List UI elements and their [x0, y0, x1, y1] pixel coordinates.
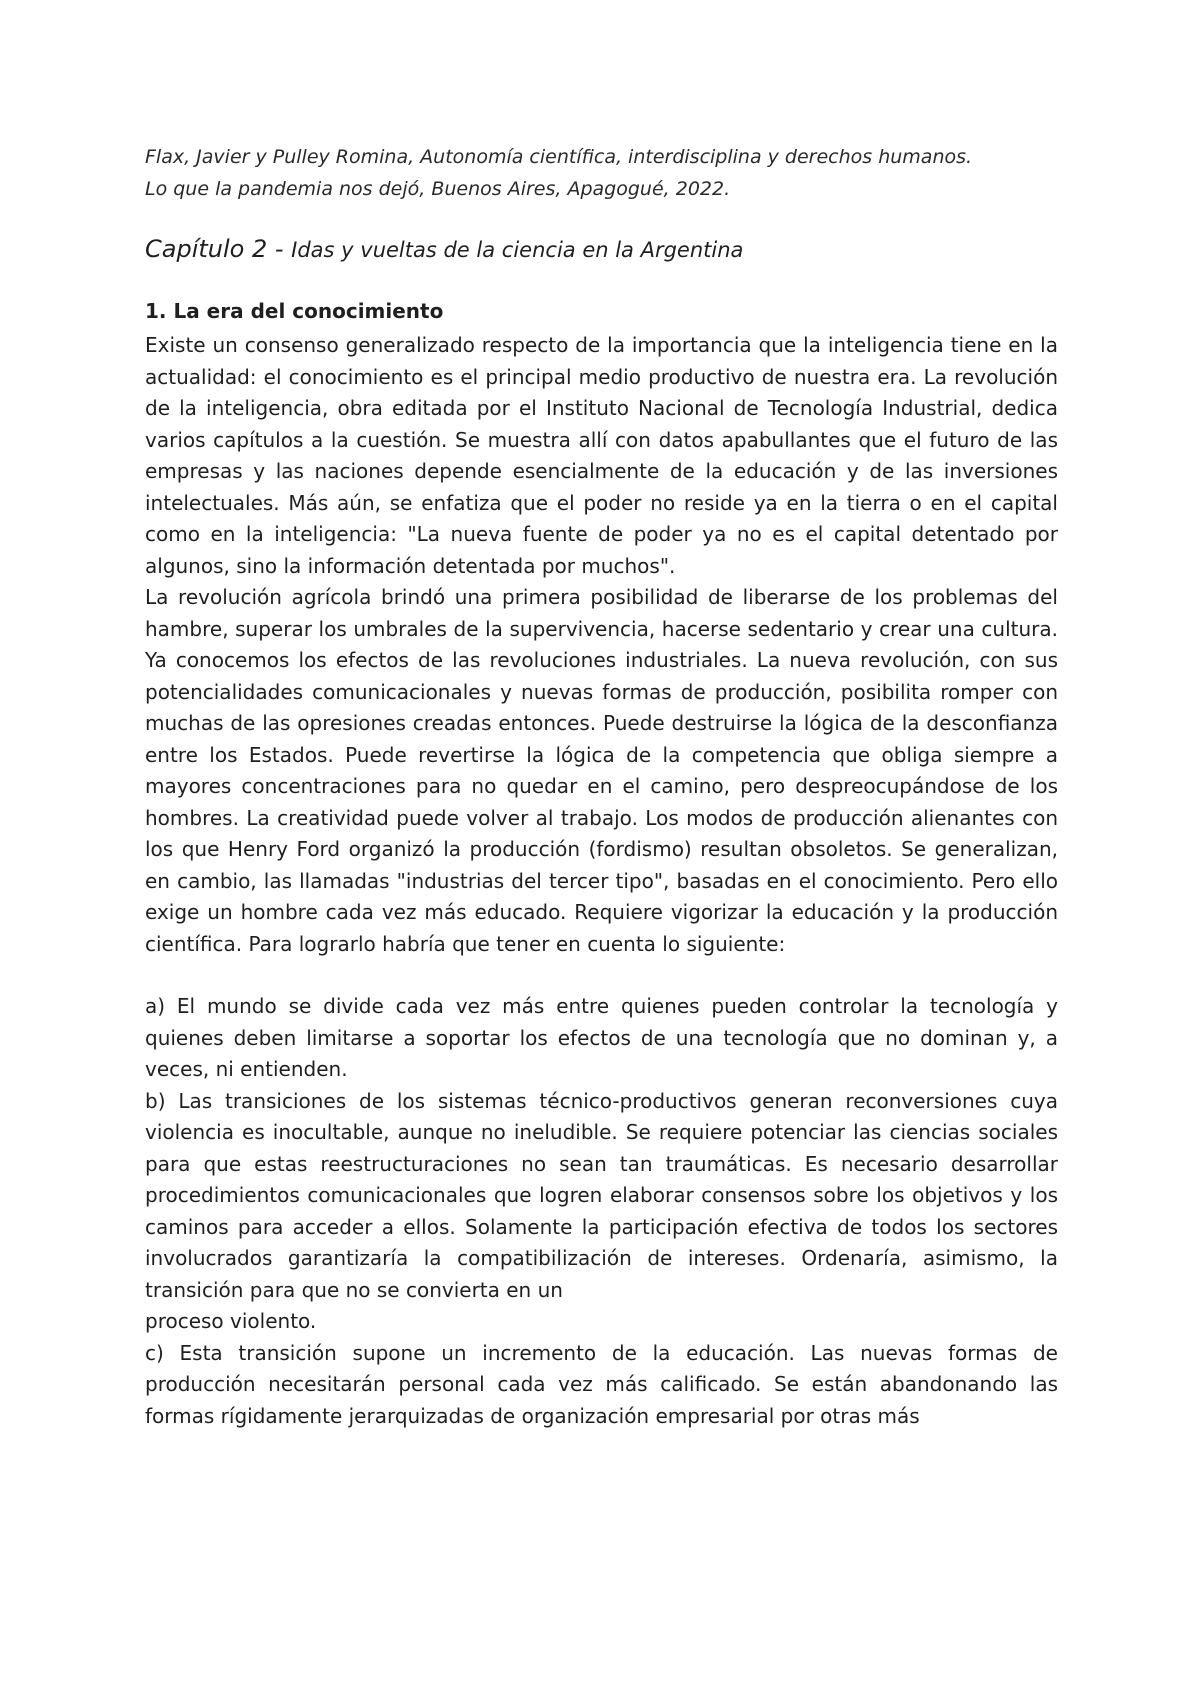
paragraph-1: Existe un consenso generalizado respecto de la importancia que la inteligencia tiene en la actualidad: el conocimiento es el principal medio productivo de nuestra era. La revolución de la inteligencia, obra editada por el Instituto Nacional de Tecnología Industrial, dedica varios capítulos a la cuestión. Se muestra allí con datos apabullantes que el futuro de las empresas y las naciones depende esencialmente de la educación y de las inversiones intelectuales. Más aún, se enfatiza que el poder no reside ya en la tierra o en el capital como en la inteligencia: "La nueva fuente de poder ya no es el capital detentado por algunos, sino la información detentada por muchos". [145, 333, 1058, 578]
chapter-title [145, 232, 1058, 267]
chapter-label: Capítulo 2 - [145, 235, 292, 263]
citation-line-1: Flax, Javier y Pulley Romina, Autonomía científica, interdisciplina y derechos humanos. [145, 146, 973, 168]
paragraph-2: La revolución agrícola brindó una primera posibilidad de liberarse de los problemas del hambre, superar los umbrales de la supervivencia, hacerse sedentario y crear una cultura. Ya conocemos los efectos de las revoluciones industriales. La nueva revolución, con sus potencialidades comunicacionales y nuevas formas de producción, posibilita romper con muchas de las opresiones creadas entonces. Puede destruirse la lógica de la desconfianza entre los Estados. Puede revertirse la lógica de la competencia que obliga siempre a mayores concentraciones para no quedar en el camino, pero despreocupándose de los hombres. La creatividad puede volver al trabajo. Los modos de producción alienantes con los que Henry Ford organizó la producción (fordismo) resultan obsoletos. Se generalizan, en cambio, las llamadas "industrias del tercer tipo", basadas en el conocimiento. Pero ello exige un hombre cada vez más educado. Requiere vigorizar la educación y la producción científica. Para lograrlo habría que tener en cuenta lo siguiente: [145, 585, 1058, 956]
section-title: 1. La era del conocimiento [145, 299, 444, 323]
citation [145, 141, 1058, 205]
list-item-a: a) El mundo se divide cada vez más entre quienes pueden controlar la tecnología y quienes deben limitarse a soportar los efectos de una tecnología que no dominan y, a veces, ni entienden. [145, 994, 1058, 1081]
list-item-b: b) Las transiciones de los sistemas técnico-productivos generan reconversiones cuya violencia es inocultable, aunque no ineludible. Se requiere potenciar las ciencias sociales para que estas reestructuraciones no sean tan traumáticas. Es necesario desarrollar procedimientos comunicacionales que logren elaborar consensos sobre los objetivos y los caminos para acceder a ellos. Solamente la participación efectiva de todos los sectores involucrados garantizaría la compatibilización de intereses. Ordenaría, asimismo, la transición para que no se convierta en un [145, 1088, 1058, 1302]
chapter-subtitle: Idas y vueltas de la ciencia en la Argentina [291, 238, 744, 262]
list-item-b-continuation: proceso violento. [145, 1309, 317, 1333]
citation-line-2: Lo que la pandemia nos dejó, Buenos Aires, Apagogué, 2022. [145, 178, 731, 200]
document-content [145, 141, 1058, 1432]
list-item-c: c) Esta transición supone un incremento de la educación. Las nuevas formas de producción necesitarán personal cada vez más calificado. Se están abandonando las formas rígidamente jerarquizadas de organización empresarial por otras más [145, 1340, 1058, 1428]
